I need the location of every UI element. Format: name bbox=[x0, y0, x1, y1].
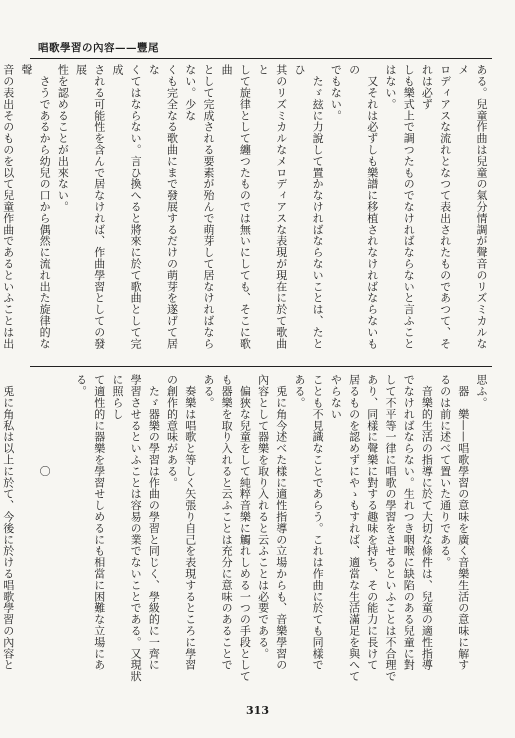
section-rule bbox=[30, 366, 492, 367]
page-number: 313 bbox=[246, 704, 269, 717]
upper-body-text: ある。兒童作曲は兒童の氣分情調が聲音のリズミカルなメ ロディアスな流れとなつて表出されたものであつて、それは必ず しも樂式上で調つたものでなければならないと言ふこと はない。 又それは必ずしも樂譜に移植されなければならないもの でもない。 たゞ玆に力說して置かなければならないことは、たとひ 其のリズミカルなメロディアスな表現が現在に於て歌曲と して旋律として纏つたものでは無いにしても、そこに歌曲 として完成される要素が殆んで萌芽して居なければならない。少な くも完全なる歌曲にまで發展するだけの萌芽を遂げて居な くてはならない。言ひ換へると將來に於て歌曲として完成 される可能性を含んで居なければ、作曲學習としての發展 性を認めることが出來ない。 さうであるから幼兒の口から偶然に流れ出た旋律的な聲 音の表出そのものを以て兒童作曲であるといふことは出 bbox=[1, 64, 488, 349]
running-header: 唱歌學習の內容——豐尾 bbox=[38, 42, 159, 54]
upper-text-block bbox=[1, 64, 490, 360]
lower-body-text: 思ふ。 器 樂——唱歌學習の意味を廣く音樂生活の意味に解す るのは前に述べて置いた通りである。 音樂的生活の指導に於て大切な條件は、兒童の適性指導 でなければならない。生れつき咽喉に缺陷のある兒童に對 して不平等一律に唱歌の學習をさせるといふことは不合理で あり、同樣に聲樂に對する趣味を持ち、その能力に長けて 居るものを認めずにやゝもすれば、適當な生活滿足を與へてやらない ことも不見識なことであらう。これは作曲に於ても同樣で ある。 兎に角今述べた樣に適性指導の立場からも、音樂學習の 內容として器樂を取り入れると云ふことは必要である。 偏狹な兒童をして純粹音樂に觸れしめる一つの手段として も器樂を取り入れると云ふことは充分に意味のあることで ある。 奏樂は唱歌と等しく矢張り自己を表現するところに學習 の創作的意味がある。 たゞ器樂の學習は作曲の學習と同じく、學級的に一齊に 學習させるといふことは容易の業でないことである。又現狀に照らし て適性的に器樂を學習せしめるにも相當に困難な立場にあ る。 〇 兎に角私は以上に於て、今後に於ける唱歌學習の內容と bbox=[1, 374, 488, 682]
header-rule bbox=[30, 58, 492, 59]
lower-text-block bbox=[1, 374, 490, 690]
